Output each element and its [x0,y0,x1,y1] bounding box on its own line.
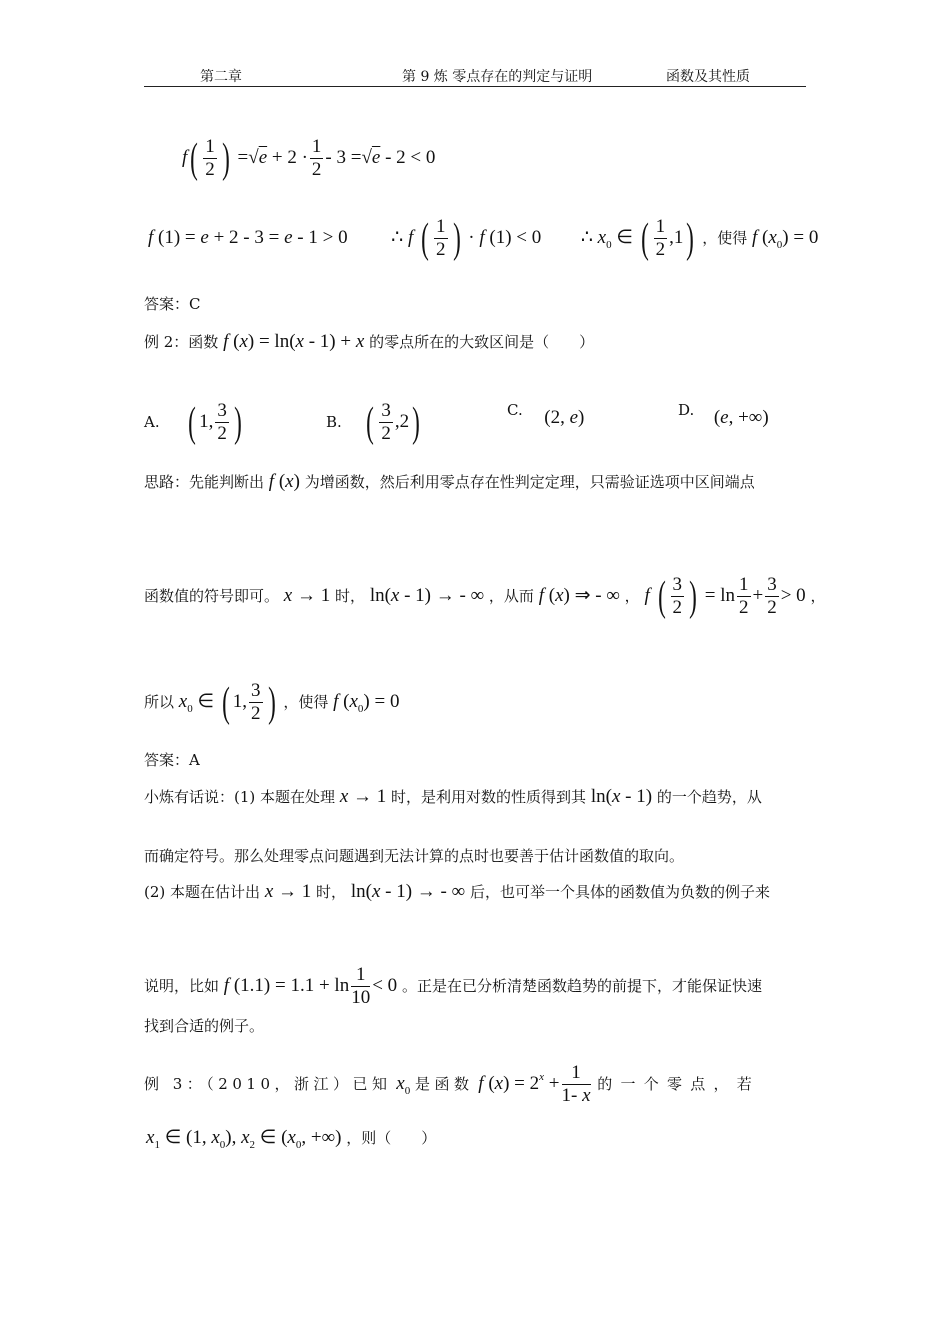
example-3-c: 的一个零点，若 [597,1074,761,1093]
remark3-b: 时， [316,883,347,901]
option-d: D. (e, +∞) [678,401,769,428]
example-3-line-2: $x_1$ ∈ (1, $x_0$), $x_2$ ∈ ($x_0$, +∞) ，则（ ） [146,1127,437,1151]
option-c: C. (2, e) [507,401,585,428]
example-3-line-1: 例 3：（2010，浙江）已知 $x_0$ 是函数 f $(x) = 2^x$ + $\frac{1}{1- x}$ 的一个零点，若 [144,1062,761,1106]
remark-line-1: 小炼有话说：(1) 本题在处理 x → 1 时，是利用对数的性质得到其 ln(x - 1) 的一个趋势，从 [144,786,762,807]
option-b: B. ( $\frac{3}{2}$ ,2) [326,399,420,446]
silu-prefix: 思路：先能判断出 [144,473,265,491]
remark4-a: 说明，比如 [144,976,220,995]
answer-1: 答案：C [144,295,201,313]
example-3-b: 是函数 [415,1074,474,1093]
option-a: A. ( 1, $\frac{3}{2}$ ) [144,399,242,446]
header-lesson-title: 第 9 炼 零点存在的判定与证明 [402,69,593,85]
remark3-c: 后，也可举一个具体的函数值为负数的例子来 [469,883,770,901]
remark1-b: 时，是利用对数的性质得到其 [391,788,587,806]
silu2-comma: ， [624,586,640,605]
shide-text-1: ，使得 [702,228,748,247]
answer-2: 答案：A [144,751,200,769]
remark-line-5: 找到合适的例子。 [144,1017,265,1035]
remark4-b: 。正是在已分析清楚函数趋势的前提下，才能保证快速 [401,976,762,995]
example-2-question: 例 2：函数 f (x) = ln(x - 1) + x 的零点所在的大致区间是（ ） [144,331,595,352]
remark3-a: (2) 本题在估计出 [144,883,261,901]
formula-f-half: f( $\frac{1}{2}$ ) =√e + 2 · $\frac{1}{2}$ - 3 =√e - 2 < 0 [182,135,436,182]
example-3-a: 例 3：（2010，浙江）已知 [144,1074,392,1093]
remark-line-4: 说明，比如 f (1.1) = 1.1 + ln $\frac{1}{10}$ < 0 。正是在已分析清楚函数趋势的前提下，才能保证快速 [144,964,762,1008]
header-topic: 函数及其性质 [666,69,750,85]
example-2-prefix: 例 2：函数 [144,333,219,351]
silu-line-1: 思路：先能判断出 f (x) 为增函数，然后利用零点存在性判定定理，只需验证选项中区间端点 [144,471,755,492]
silu-suffix: 为增函数，然后利用零点存在性判定定理，只需验证选项中区间端点 [304,473,755,491]
option-a-label: A. [144,412,160,431]
page-header [144,62,806,87]
option-d-label: D. [678,401,695,419]
suoyi-line: 所以 $x_0$ ∈ ( 1, $\frac{3}{2}$ ) ，使得 f $(x_0) = 0$ [144,679,400,726]
silu2-b: 时， [335,586,366,605]
suoyi-text: 所以 [144,692,175,711]
silu2-a: 函数值的符号即可。 [144,586,280,605]
silu2-c: ，从而 [488,586,534,605]
header-chapter: 第二章 [200,69,242,85]
shide-text-2: ，使得 [283,692,329,711]
example-3-end: ，则（ ） [346,1129,437,1147]
remark1-c: 的一个趋势，从 [656,788,762,806]
option-b-label: B. [326,412,342,431]
silu2-comma-end: ， [810,586,826,605]
silu-line-2: 函数值的符号即可。 x → 1 时， ln(x - 1) → - ∞ ，从而 f (x) ⇒ - ∞ ， f ( $\frac{3}{2}$ ) = ln $\frac{1}{2}$ + $\frac{3}{2}$ > 0 ， [144,573,826,620]
remark-line-2: 而确定符号。那么处理零点问题遇到无法计算的点时也要善于估计函数值的取向。 [144,847,685,865]
example-2-suffix: 的零点所在的大致区间是（ ） [369,333,595,351]
option-c-label: C. [507,401,523,419]
remark1-a: 小炼有话说：(1) 本题在处理 [144,788,336,806]
remark-line-3: (2) 本题在估计出 x → 1 时， ln(x - 1) → - ∞ 后，也可举一个具体的函数值为负数的例子来 [144,881,770,902]
formula-f-one-line: f (1) = e + 2 - 3 = e - 1 > 0 ∴ f ( $\frac{1}{2}$ ) · f (1) < 0 ∴ $x_0$ ∈ ( $\frac{1}{2}$ ,1) ，使得 f $(x_0) = 0$ [148,215,819,262]
